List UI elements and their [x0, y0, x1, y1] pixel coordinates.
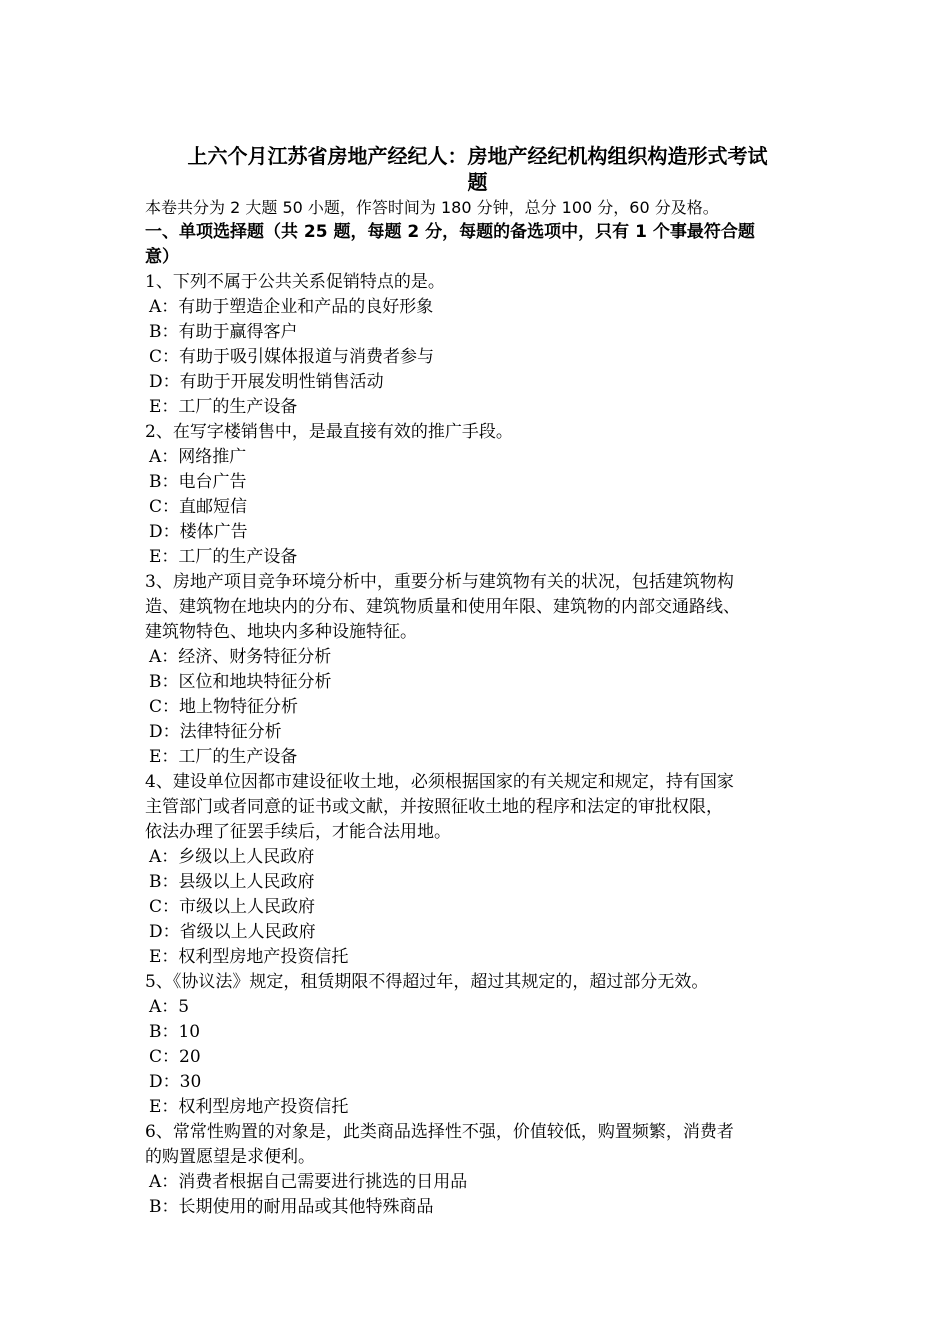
exam-summary: 本卷共分为 2 大题 50 小题，作答时间为 180 分钟，总分 100 分，60 分及格。 [145, 198, 719, 217]
question-stem-line: 的购置愿望是求便利。 [145, 1147, 315, 1167]
question-stem-line: 依法办理了征罢手续后，才能合法用地。 [145, 822, 451, 842]
question-stem [145, 1120, 810, 1170]
question-stem-line: 1、下列不属于公共关系促销特点的是。 [145, 272, 445, 292]
question-stem-line: 建筑物特色、地块内多种设施特征。 [145, 622, 417, 642]
answer-option: C：有助于吸引媒体报道与消费者参与 [149, 347, 435, 367]
answer-option: A：有助于塑造企业和产品的良好形象 [149, 297, 434, 317]
section-heading-line-2: 意） [145, 247, 179, 267]
question-stem [145, 770, 810, 845]
question-stem-line: 造、建筑物在地块内的分布、建筑物质量和使用年限、建筑物的内部交通路线、 [145, 597, 740, 617]
answer-option: C：20 [149, 1047, 201, 1067]
answer-option: D：省级以上人民政府 [149, 922, 316, 942]
section-heading-line-1: 一、单项选择题（共 25 题，每题 2 分，每题的备选项中，只有 1 个事最符合题 [145, 222, 755, 242]
answer-option: B：电台广告 [149, 472, 247, 492]
question-item [145, 270, 810, 420]
answer-option: A：网络推广 [149, 447, 247, 467]
question-item [145, 570, 810, 770]
answer-option: E：工厂的生产设备 [149, 397, 298, 417]
answer-option: B：有助于赢得客户 [149, 322, 298, 342]
answer-option: D：有助于开展发明性销售活动 [149, 372, 384, 392]
answer-option: C：地上物特征分析 [149, 697, 299, 717]
answer-option: B：长期使用的耐用品或其他特殊商品 [149, 1197, 434, 1217]
question-stem-line: 4、建设单位因都市建设征收土地，必须根据国家的有关规定和规定，持有国家 [145, 772, 734, 792]
answer-option: D：30 [149, 1072, 202, 1092]
answer-option: A：5 [149, 997, 190, 1017]
answer-option: B：县级以上人民政府 [149, 872, 315, 892]
question-item [145, 770, 810, 970]
question-stem [145, 970, 810, 995]
question-stem [145, 420, 810, 445]
document-page [145, 143, 810, 1220]
answer-option: A：经济、财务特征分析 [149, 647, 332, 667]
question-stem-line: 2、在写字楼销售中，是最直接有效的推广手段。 [145, 422, 513, 442]
question-stem-line: 5、《协议法》规定，租赁期限不得超过年，超过其规定的，超过部分无效。 [145, 972, 709, 992]
answer-option: B：10 [149, 1022, 201, 1042]
answer-option: C：市级以上人民政府 [149, 897, 316, 917]
question-stem-line: 3、房地产项目竞争环境分析中，重要分析与建筑物有关的状况，包括建筑物构 [145, 572, 734, 592]
title-line-1: 上六个月江苏省房地产经纪人：房地产经纪机构组织构造形式考试 [187, 144, 768, 168]
question-stem [145, 570, 810, 645]
question-item [145, 1120, 810, 1220]
answer-option: E：权利型房地产投资信托 [149, 947, 349, 967]
answer-option: A：乡级以上人民政府 [149, 847, 315, 867]
answer-option: A：消费者根据自己需要进行挑选的日用品 [149, 1172, 468, 1192]
question-stem-line: 6、常常性购置的对象是，此类商品选择性不强，价值较低，购置频繁，消费者 [145, 1122, 734, 1142]
section-heading [145, 220, 810, 270]
answer-option: D：法律特征分析 [149, 722, 282, 742]
answer-option: E：工厂的生产设备 [149, 547, 298, 567]
question-item [145, 420, 810, 570]
question-stem [145, 270, 810, 295]
answer-option: D：楼体广告 [149, 522, 248, 542]
answer-option: B：区位和地块特征分析 [149, 672, 332, 692]
document-title [145, 143, 810, 195]
title-line-2: 题 [467, 170, 488, 194]
answer-option: E：工厂的生产设备 [149, 747, 298, 767]
question-item [145, 970, 810, 1120]
question-list [145, 270, 810, 1220]
question-stem-line: 主管部门或者同意的证书或文献，并按照征收土地的程序和法定的审批权限， [145, 797, 723, 817]
answer-option: E：权利型房地产投资信托 [149, 1097, 349, 1117]
answer-option: C：直邮短信 [149, 497, 248, 517]
